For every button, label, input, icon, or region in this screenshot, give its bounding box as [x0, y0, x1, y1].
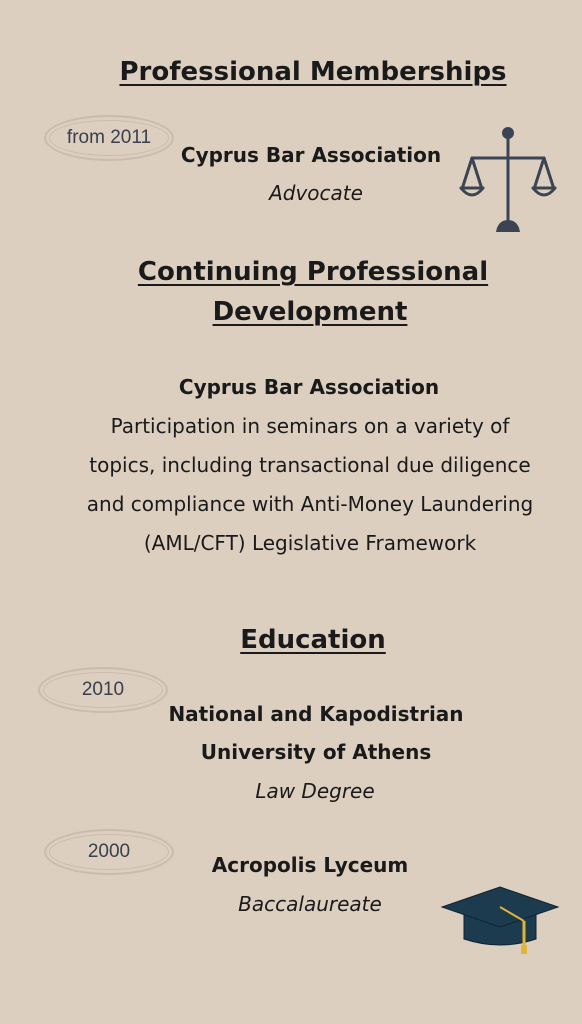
education-org-1-line1: National and Kapodistrian — [168, 702, 464, 726]
cpd-heading-line1: Continuing Professional — [137, 257, 489, 287]
education-heading: Education — [240, 625, 386, 655]
cpd-heading-line2: Development — [212, 297, 408, 327]
cpd-line: topics, including transactional due diligence — [89, 453, 531, 477]
education-degree-1: Law Degree — [255, 779, 375, 803]
graduation-cap-icon — [440, 885, 560, 957]
cpd-description — [70, 407, 550, 563]
membership-org: Cyprus Bar Association — [180, 143, 442, 167]
cpd-org: Cyprus Bar Association — [178, 375, 440, 399]
education-org-1-line2: University of Athens — [200, 740, 432, 764]
education-year-1: 2010 — [81, 679, 125, 700]
education-year-2: 2000 — [87, 841, 131, 862]
membership-role: Advocate — [269, 181, 363, 205]
memberships-heading: Professional Memberships — [119, 57, 507, 87]
scales-of-justice-icon — [458, 124, 558, 236]
education-org-2: Acropolis Lyceum — [211, 853, 409, 877]
membership-period: from 2011 — [66, 127, 152, 148]
cpd-line: Participation in seminars on a variety of — [110, 414, 510, 438]
cpd-line: (AML/CFT) Legislative Framework — [143, 531, 477, 555]
cpd-line: and compliance with Anti-Money Laundering — [86, 492, 534, 516]
education-degree-2: Baccalaureate — [238, 892, 382, 916]
